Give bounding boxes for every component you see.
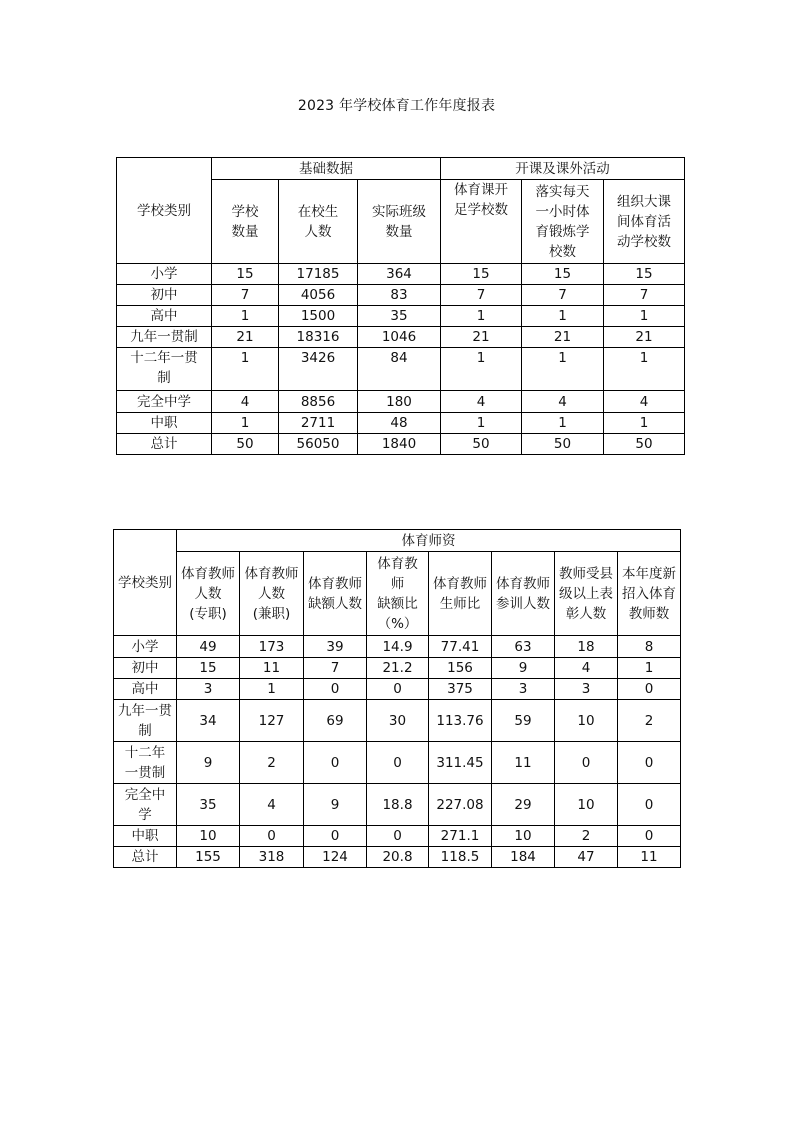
value-cell: 21.2 (367, 658, 429, 679)
value-cell: 21 (522, 327, 604, 348)
value-cell: 3426 (279, 348, 358, 391)
value-cell: 63 (492, 636, 555, 658)
column-header: 组织大课 间体育活 动学校数 (604, 180, 685, 264)
school-type-cell: 小学 (114, 636, 177, 658)
school-type-cell: 九年一贯制 (117, 327, 212, 348)
column-header: 体育教师 生师比 (429, 552, 492, 636)
value-cell: 14.9 (367, 636, 429, 658)
table-row (114, 826, 681, 847)
value-cell: 20.8 (367, 847, 429, 868)
value-cell: 21 (441, 327, 522, 348)
school-type-cell: 完全中 学 (114, 784, 177, 826)
basic-data-table (116, 157, 685, 455)
column-header: 体育教师 人数 (兼职) (240, 552, 304, 636)
school-type-cell: 初中 (117, 285, 212, 306)
value-cell: 35 (358, 306, 441, 327)
value-cell: 0 (367, 679, 429, 700)
value-cell: 180 (358, 391, 441, 413)
table-row (114, 784, 681, 826)
value-cell: 18 (555, 636, 618, 658)
school-type-cell: 九年一贯 制 (114, 700, 177, 742)
value-cell: 227.08 (429, 784, 492, 826)
table-row (117, 327, 685, 348)
value-cell: 7 (441, 285, 522, 306)
value-cell: 15 (177, 658, 240, 679)
school-type-cell: 高中 (117, 306, 212, 327)
school-type-cell: 总计 (117, 434, 212, 455)
value-cell: 0 (618, 826, 681, 847)
column-header: 在校生 人数 (279, 180, 358, 264)
value-cell: 21 (604, 327, 685, 348)
column-header: 实际班级 数量 (358, 180, 441, 264)
value-cell: 10 (555, 700, 618, 742)
value-cell: 49 (177, 636, 240, 658)
value-cell: 0 (304, 742, 367, 784)
value-cell: 7 (304, 658, 367, 679)
value-cell: 10 (492, 826, 555, 847)
value-cell: 9 (492, 658, 555, 679)
value-cell: 0 (304, 679, 367, 700)
column-header: 学校 数量 (212, 180, 279, 264)
value-cell: 4 (522, 391, 604, 413)
value-cell: 8856 (279, 391, 358, 413)
value-cell: 39 (304, 636, 367, 658)
value-cell: 0 (555, 742, 618, 784)
value-cell: 50 (441, 434, 522, 455)
value-cell: 7 (212, 285, 279, 306)
value-cell: 1 (522, 348, 604, 391)
value-cell: 1 (441, 348, 522, 391)
value-cell: 1 (212, 348, 279, 391)
column-header: 体育教师 人数 (专职) (177, 552, 240, 636)
value-cell: 1 (604, 306, 685, 327)
school-type-cell: 完全中学 (117, 391, 212, 413)
value-cell: 0 (240, 826, 304, 847)
value-cell: 84 (358, 348, 441, 391)
school-type-cell: 初中 (114, 658, 177, 679)
value-cell: 1 (212, 306, 279, 327)
value-cell: 156 (429, 658, 492, 679)
column-header: 教师受县 级以上表 彰人数 (555, 552, 618, 636)
value-cell: 0 (618, 784, 681, 826)
school-type-cell: 十二年一贯 制 (117, 348, 212, 391)
value-cell: 4 (240, 784, 304, 826)
value-cell: 21 (212, 327, 279, 348)
value-cell: 9 (304, 784, 367, 826)
school-type-cell: 中职 (117, 413, 212, 434)
value-cell: 34 (177, 700, 240, 742)
value-cell: 48 (358, 413, 441, 434)
value-cell: 50 (604, 434, 685, 455)
value-cell: 4 (555, 658, 618, 679)
value-cell: 15 (522, 264, 604, 285)
value-cell: 9 (177, 742, 240, 784)
value-cell: 15 (212, 264, 279, 285)
column-header: 体育教师 缺额人数 (304, 552, 367, 636)
value-cell: 155 (177, 847, 240, 868)
value-cell: 10 (177, 826, 240, 847)
value-cell: 2 (555, 826, 618, 847)
value-cell: 4 (441, 391, 522, 413)
value-cell: 18.8 (367, 784, 429, 826)
value-cell: 4 (604, 391, 685, 413)
value-cell: 47 (555, 847, 618, 868)
table-row (117, 264, 685, 285)
value-cell: 69 (304, 700, 367, 742)
category-header: 学校类别 (117, 158, 212, 264)
school-type-cell: 十二年 一贯制 (114, 742, 177, 784)
value-cell: 15 (441, 264, 522, 285)
school-type-cell: 中职 (114, 826, 177, 847)
value-cell: 311.45 (429, 742, 492, 784)
table-row (114, 658, 681, 679)
table-row (117, 413, 685, 434)
value-cell: 1 (604, 413, 685, 434)
school-type-cell: 总计 (114, 847, 177, 868)
value-cell: 1 (522, 306, 604, 327)
value-cell: 50 (522, 434, 604, 455)
group-header-teachers: 体育师资 (177, 530, 681, 552)
value-cell: 318 (240, 847, 304, 868)
value-cell: 3 (555, 679, 618, 700)
group-header-basic: 基础数据 (212, 158, 441, 180)
school-type-cell: 高中 (114, 679, 177, 700)
category-header: 学校类别 (114, 530, 177, 636)
table-row (114, 636, 681, 658)
value-cell: 17185 (279, 264, 358, 285)
value-cell: 11 (240, 658, 304, 679)
value-cell: 2 (618, 700, 681, 742)
value-cell: 0 (367, 742, 429, 784)
value-cell: 4056 (279, 285, 358, 306)
group-header-activity: 开课及课外活动 (441, 158, 685, 180)
column-header: 体育教师 参训人数 (492, 552, 555, 636)
value-cell: 15 (604, 264, 685, 285)
table-row (117, 306, 685, 327)
value-cell: 1046 (358, 327, 441, 348)
value-cell: 0 (367, 826, 429, 847)
value-cell: 3 (177, 679, 240, 700)
value-cell: 1 (604, 348, 685, 391)
table-row (114, 742, 681, 784)
table-row (117, 285, 685, 306)
table-row (114, 700, 681, 742)
value-cell: 118.5 (429, 847, 492, 868)
column-header: 本年度新 招入体育 教师数 (618, 552, 681, 636)
value-cell: 0 (618, 679, 681, 700)
value-cell: 1840 (358, 434, 441, 455)
value-cell: 35 (177, 784, 240, 826)
value-cell: 10 (555, 784, 618, 826)
value-cell: 271.1 (429, 826, 492, 847)
value-cell: 7 (522, 285, 604, 306)
value-cell: 364 (358, 264, 441, 285)
table-row (114, 679, 681, 700)
value-cell: 1 (618, 658, 681, 679)
value-cell: 56050 (279, 434, 358, 455)
table-row (114, 847, 681, 868)
value-cell: 1500 (279, 306, 358, 327)
value-cell: 29 (492, 784, 555, 826)
value-cell: 4 (212, 391, 279, 413)
value-cell: 113.76 (429, 700, 492, 742)
value-cell: 0 (304, 826, 367, 847)
value-cell: 59 (492, 700, 555, 742)
teachers-table (113, 529, 681, 868)
value-cell: 50 (212, 434, 279, 455)
value-cell: 3 (492, 679, 555, 700)
school-type-cell: 小学 (117, 264, 212, 285)
table-row (117, 348, 685, 391)
column-header: 落实每天 一小时体 育锻炼学 校数 (522, 180, 604, 264)
value-cell: 173 (240, 636, 304, 658)
value-cell: 0 (618, 742, 681, 784)
value-cell: 8 (618, 636, 681, 658)
value-cell: 1 (441, 413, 522, 434)
column-header: 体育教师 缺额比 （%） (367, 552, 429, 636)
value-cell: 127 (240, 700, 304, 742)
value-cell: 1 (441, 306, 522, 327)
value-cell: 1 (212, 413, 279, 434)
value-cell: 7 (604, 285, 685, 306)
value-cell: 2 (240, 742, 304, 784)
value-cell: 11 (492, 742, 555, 784)
value-cell: 18316 (279, 327, 358, 348)
value-cell: 30 (367, 700, 429, 742)
value-cell: 184 (492, 847, 555, 868)
table-row (117, 391, 685, 413)
value-cell: 1 (522, 413, 604, 434)
table-row (117, 434, 685, 455)
value-cell: 11 (618, 847, 681, 868)
value-cell: 375 (429, 679, 492, 700)
column-header: 体育课开 足学校数 (441, 180, 522, 264)
value-cell: 1 (240, 679, 304, 700)
value-cell: 77.41 (429, 636, 492, 658)
value-cell: 83 (358, 285, 441, 306)
value-cell: 2711 (279, 413, 358, 434)
value-cell: 124 (304, 847, 367, 868)
report-title: 2023 年学校体育工作年度报表 (297, 98, 496, 114)
